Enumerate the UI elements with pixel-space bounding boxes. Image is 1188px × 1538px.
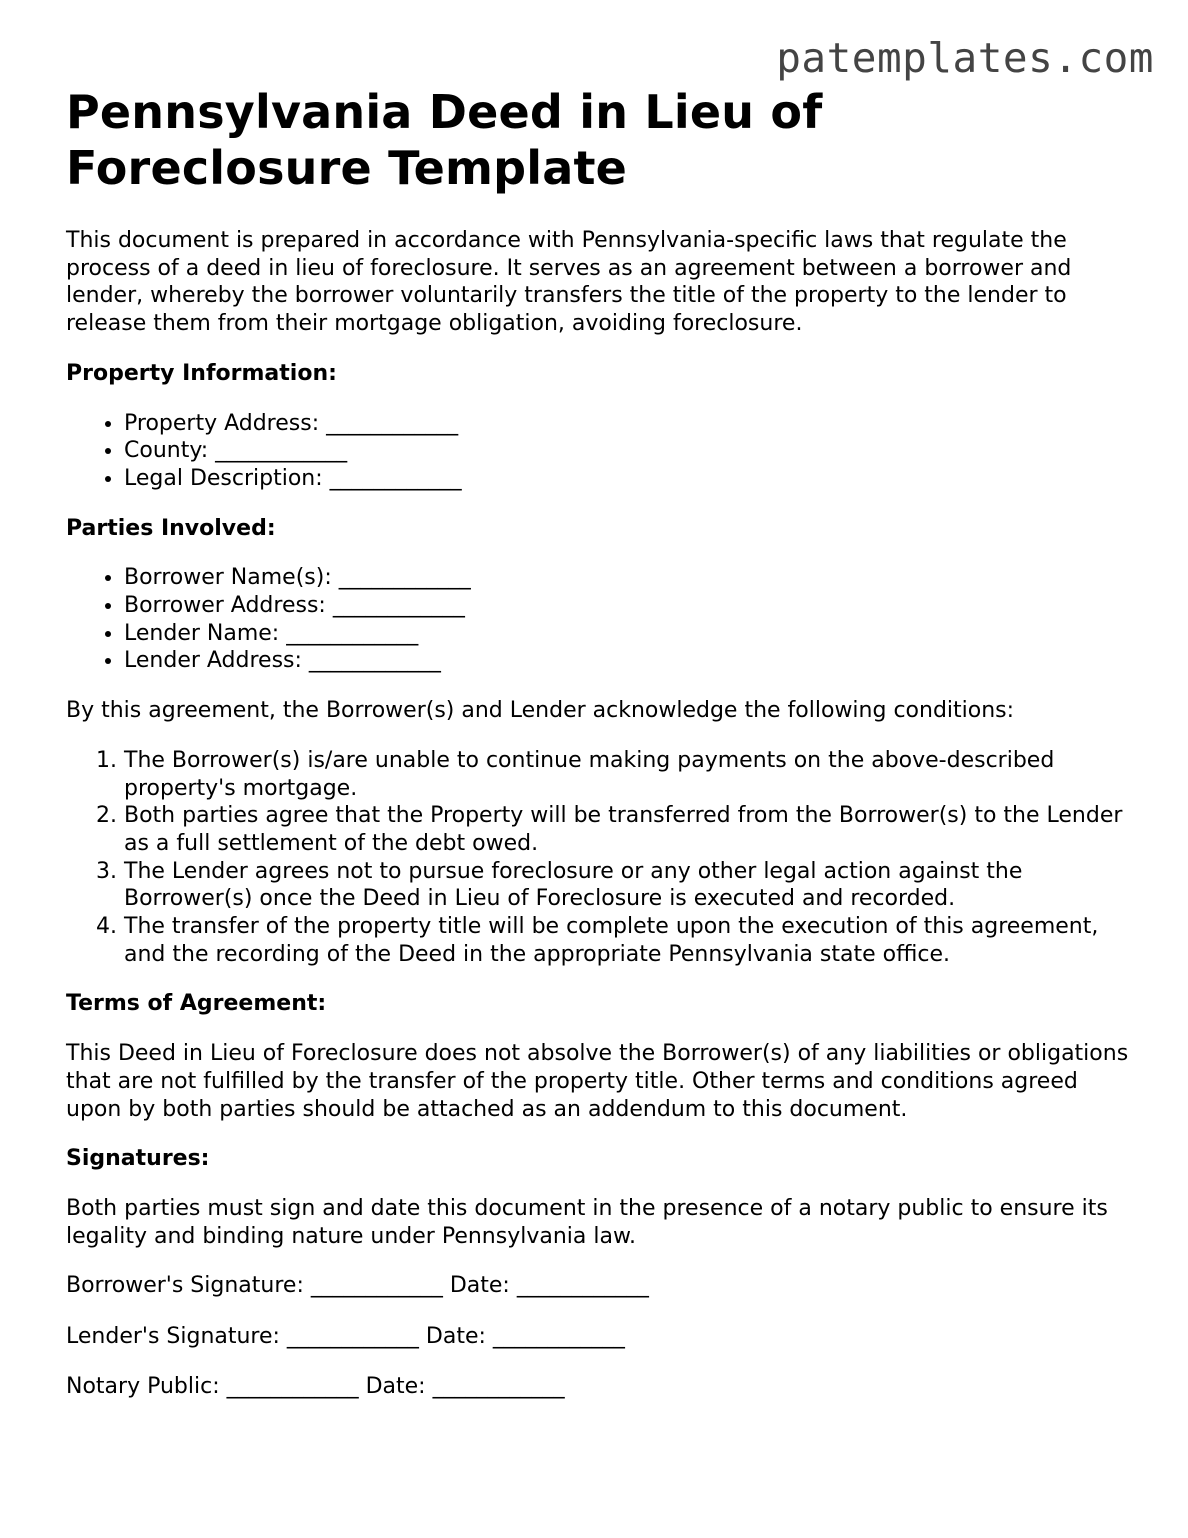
terms-paragraph: This Deed in Lieu of Foreclosure does not absolve the Borrower(s) of any liabilities or obligations that are not fulfilled by the transfer of the property title. Other terms and conditions agreed upon by both parties should be attached as an addendum to this document. bbox=[66, 1041, 1129, 1122]
condition-item: 1. The Borrower(s) is/are unable to continue making payments on the above-described property's mortgage. bbox=[124, 747, 1136, 802]
condition-item: 3. The Lender agrees not to pursue foreclosure or any other legal action against the Borrower(s) once the Deed in Lieu of Foreclosure is executed and recorded. bbox=[124, 858, 1136, 913]
county-field: • County: ____________ bbox=[124, 437, 1136, 465]
title-line-1: Pennsylvania Deed in Lieu of bbox=[66, 85, 823, 139]
lender-name-field: • Lender Name: ____________ bbox=[124, 620, 1136, 648]
document-title bbox=[66, 84, 1136, 196]
signatures-paragraph: Both parties must sign and date this document in the presence of a notary public to ensure its legality and binding nature under Pennsylvania law. bbox=[66, 1195, 1108, 1249]
condition-item: 4. The transfer of the property title will be complete upon the execution of this agreement, and the recording of the Deed in the appropriate Pennsylvania state office. bbox=[124, 913, 1136, 968]
signatures-heading: Signatures: bbox=[66, 1146, 210, 1172]
conditions-intro: By this agreement, the Borrower(s) and Lender acknowledge the following conditions: bbox=[66, 698, 1015, 724]
property-address-field: • Property Address: ____________ bbox=[124, 410, 1136, 438]
condition-item: 2. Both parties agree that the Property will be transferred from the Borrower(s) to the Lender as a full settlement of the debt owed. bbox=[124, 802, 1136, 857]
borrower-name-field: • Borrower Name(s): ____________ bbox=[124, 564, 1136, 592]
notary-signature-line: Notary Public: ____________ Date: ____________ bbox=[66, 1373, 565, 1399]
parties-list bbox=[66, 564, 1136, 675]
lender-address-field: • Lender Address: ____________ bbox=[124, 647, 1136, 675]
legal-description-field: • Legal Description: ____________ bbox=[124, 465, 1136, 493]
borrower-signature-line: Borrower's Signature: ____________ Date: ____________ bbox=[66, 1273, 649, 1299]
terms-heading: Terms of Agreement: bbox=[66, 991, 327, 1017]
conditions-list bbox=[66, 747, 1136, 969]
intro-paragraph: This document is prepared in accordance with Pennsylvania-specific laws that regulate the process of a deed in lieu of foreclosure. It serves as an agreement between a borrower and lender, whereby the borrower voluntarily transfers the title of the property to the lender to release them from their mortgage obligation, avoiding foreclosure. bbox=[66, 228, 1072, 337]
borrower-address-field: • Borrower Address: ____________ bbox=[124, 592, 1136, 620]
lender-signature-line: Lender's Signature: ____________ Date: ____________ bbox=[66, 1323, 625, 1349]
parties-heading: Parties Involved: bbox=[66, 515, 276, 541]
site-watermark: patemplates.com bbox=[776, 34, 1154, 82]
title-line-2: Foreclosure Template bbox=[66, 141, 628, 195]
property-heading: Property Information: bbox=[66, 360, 337, 386]
document-page bbox=[66, 84, 1136, 1423]
property-list bbox=[66, 410, 1136, 493]
